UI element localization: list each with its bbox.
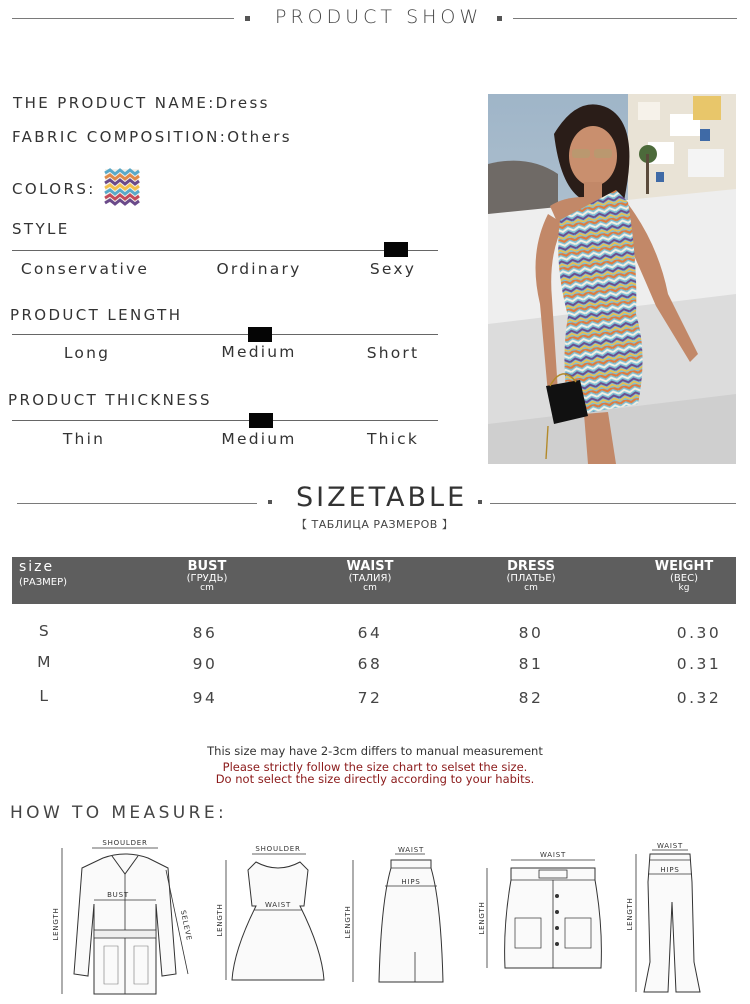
dress-shoulder-label: SHOULDER <box>255 845 301 853</box>
header-weight: WEIGHT (ВЕС) kg <box>654 559 714 594</box>
table-row-l-size: L <box>39 687 51 705</box>
header-waist: WAIST (ТАЛИЯ) cm <box>346 559 394 594</box>
denim-skirt-icon <box>477 846 617 1000</box>
how-to-measure-title: HOW TO MEASURE: <box>10 803 228 823</box>
zigzag-swatch-icon <box>105 169 139 203</box>
header-dress: DRESS (ПЛАТЬЕ) cm <box>506 559 556 594</box>
table-row-m-dress: 81 <box>518 655 544 673</box>
style-option-ordinary: Ordinary <box>216 260 302 278</box>
style-option-sexy: Sexy <box>369 260 417 278</box>
table-row-l-bust: 94 <box>192 689 218 707</box>
product-photo <box>488 94 736 464</box>
denim-length-label: LENGTH <box>478 901 486 935</box>
thickness-scale-track <box>12 420 438 421</box>
fabric-composition <box>12 128 292 146</box>
dress-waist-label: WAIST <box>264 901 292 909</box>
fabric-label: FABRIC COMPOSITION: <box>12 128 228 146</box>
sizetable-rule-left <box>17 503 257 504</box>
skirt-hips-label: HIPS <box>401 878 421 886</box>
pants-waist-label: WAIST <box>656 842 684 850</box>
dress-icon <box>216 840 326 1000</box>
length-option-medium: Medium <box>221 343 297 361</box>
pants-diagram <box>622 842 736 1000</box>
note-no-habit: Do not select the size directly according to your habits. <box>215 772 535 786</box>
table-row-s-waist: 64 <box>357 624 383 642</box>
dress-diagram <box>216 840 326 1000</box>
table-row-m-size: M <box>37 653 53 671</box>
table-row-s-weight: 0.30 <box>676 624 722 642</box>
sizetable-title: SIZETABLE <box>296 482 468 513</box>
header-rule-left <box>12 18 234 19</box>
table-row-l-weight: 0.32 <box>676 689 722 707</box>
style-scale-track <box>12 250 438 251</box>
header-dot-left <box>245 16 250 21</box>
jacket-length-label: LENGTH <box>52 907 60 941</box>
header-bust: BUST (ГРУДЬ) cm <box>186 559 228 594</box>
header-rule-right <box>513 18 737 19</box>
table-row-s-size: S <box>38 622 52 640</box>
pants-icon <box>622 842 736 1000</box>
sizetable-subtitle: 【 ТАБЛИЦА РАЗМЕРОВ 】 <box>296 518 454 531</box>
table-row-s-dress: 80 <box>518 624 544 642</box>
jacket-bust-label: BUST <box>107 891 129 899</box>
denim-waist-label: WAIST <box>539 851 567 859</box>
jacket-sleeve-label: SELEVE <box>178 909 194 942</box>
length-option-long: Long <box>63 344 111 362</box>
skirt-waist-label: WAIST <box>397 846 425 854</box>
table-row-l-dress: 82 <box>518 689 544 707</box>
thickness-option-medium: Medium <box>221 430 297 448</box>
length-label: PRODUCT LENGTH <box>10 306 183 324</box>
length-scale-marker <box>248 327 272 342</box>
table-row-l-waist: 72 <box>357 689 383 707</box>
table-row-m-waist: 68 <box>357 655 383 673</box>
jacket-icon <box>48 834 198 1000</box>
note-measurement: This size may have 2-3cm differs to manual measurement <box>207 744 543 758</box>
product-name: THE PRODUCT NAME:Dress <box>13 94 270 112</box>
header-dot-right <box>497 16 502 21</box>
dress-length-label: LENGTH <box>216 903 224 937</box>
sizetable-dot-left <box>268 500 272 504</box>
skirt-length-label: LENGTH <box>344 905 352 939</box>
sizetable-dot-right <box>478 500 482 504</box>
skirt-icon <box>345 842 455 1000</box>
pants-length-label: LENGTH <box>626 897 634 931</box>
table-row-m-weight: 0.31 <box>676 655 722 673</box>
model-photo-illustration <box>488 94 736 464</box>
header-size: size (РАЗМЕР) <box>19 559 68 588</box>
length-option-short: Short <box>366 344 420 362</box>
skirt-diagram <box>345 842 455 1000</box>
table-row-m-bust: 90 <box>192 655 218 673</box>
style-option-conservative: Conservative <box>20 260 150 278</box>
denim-skirt-diagram <box>477 846 617 1000</box>
table-row-s-bust: 86 <box>192 624 218 642</box>
length-scale-track <box>12 334 438 335</box>
jacket-diagram <box>48 834 198 1000</box>
thickness-option-thick: Thick <box>366 430 420 448</box>
size-table-header <box>12 557 736 604</box>
note-follow-chart: Please strictly follow the size chart to selset the size. <box>222 760 528 774</box>
thickness-scale-marker <box>249 413 273 428</box>
pants-hips-label: HIPS <box>660 866 680 874</box>
colors-label: COLORS: <box>12 180 96 198</box>
fabric-value: Others <box>227 128 292 146</box>
sizetable-rule-right <box>490 503 736 504</box>
jacket-shoulder-label: SHOULDER <box>102 839 148 847</box>
style-scale-marker <box>384 242 408 257</box>
thickness-option-thin: Thin <box>62 430 106 448</box>
thickness-label: PRODUCT THICKNESS <box>8 391 212 409</box>
page-header-title: PRODUCT SHOW <box>275 6 483 28</box>
style-label: STYLE <box>12 220 70 238</box>
color-swatch[interactable] <box>105 169 139 203</box>
